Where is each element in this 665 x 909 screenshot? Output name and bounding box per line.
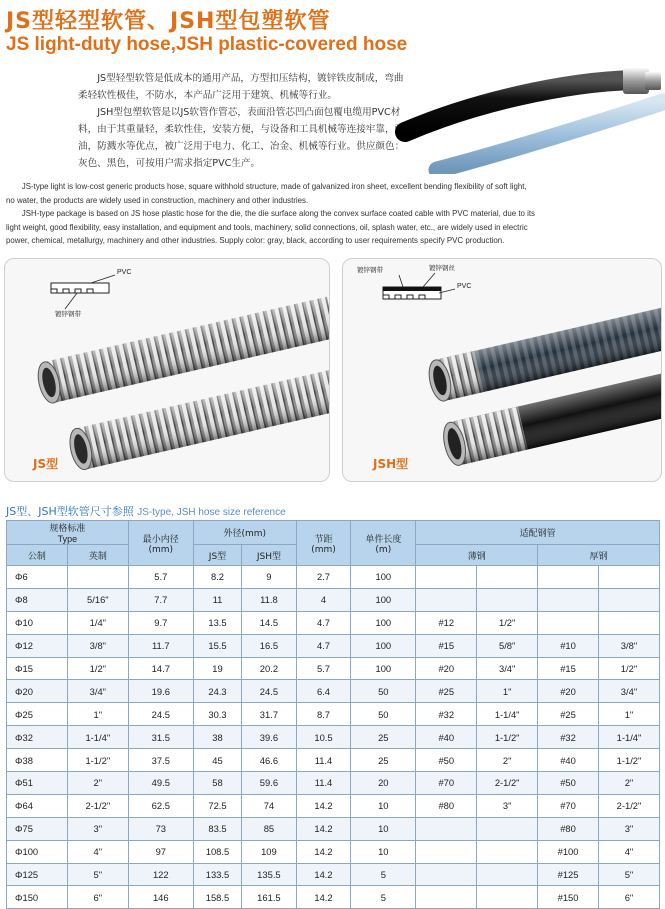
cell-od-js: 38 <box>193 726 241 749</box>
cell-min-inner-diameter: 5.7 <box>128 566 193 589</box>
cell-thick-steel-size: 4" <box>598 840 659 863</box>
cell-od-js: 158.5 <box>193 886 241 909</box>
intro-en-line: JS-type light is low-cost generic products hose, square withhold structure, made of galvanized iron sheet, excellent bending flexibility of soft light, <box>21 182 527 191</box>
cell-thin-steel-no <box>416 817 477 840</box>
cell-inch-size: 6" <box>67 886 128 909</box>
cell-unit-length: 100 <box>351 566 416 589</box>
jsh-hose-panel <box>342 258 662 482</box>
cell-inch-size: 5" <box>67 863 128 886</box>
cell-thin-steel-size: 3/4" <box>477 657 538 680</box>
size-reference-title <box>6 503 286 519</box>
cell-thick-steel-size: 2-1/2" <box>598 794 659 817</box>
intro-en-line: no water, the products are widely used in construction, machinery and other industries. <box>6 195 309 205</box>
cell-thick-steel-size: 2" <box>598 772 659 795</box>
cell-inch-size: 4" <box>67 840 128 863</box>
cell-thick-steel-size: 1/2" <box>598 657 659 680</box>
size-table-body <box>7 566 660 909</box>
cell-od-js: 30.3 <box>193 703 241 726</box>
cell-od-jsh: 24.5 <box>242 680 297 703</box>
cell-unit-length: 10 <box>351 794 416 817</box>
header-length-label: 单件长度 <box>365 534 402 545</box>
cell-thin-steel-size <box>477 840 538 863</box>
header-min-id-unit: (mm) <box>148 544 174 555</box>
cell-metric-size: Φ12 <box>7 634 68 657</box>
table-row <box>7 840 660 863</box>
cell-thick-steel-size: 1-1/2" <box>598 749 659 772</box>
cell-od-js: 19 <box>193 657 241 680</box>
table-row <box>7 749 660 772</box>
cell-thick-steel-size: 3/4" <box>598 680 659 703</box>
cell-thin-steel-size <box>477 588 538 611</box>
cell-thin-steel-no: #50 <box>416 749 477 772</box>
cell-od-js: 83.5 <box>193 817 241 840</box>
cell-min-inner-diameter: 37.5 <box>128 749 193 772</box>
cell-thick-steel-size <box>598 611 659 634</box>
cell-inch-size: 3/4" <box>67 680 128 703</box>
header-metric: 公制 <box>7 545 68 566</box>
cell-od-jsh: 31.7 <box>242 703 297 726</box>
cell-thin-steel-no: #70 <box>416 772 477 795</box>
cell-metric-size: Φ38 <box>7 749 68 772</box>
cell-od-jsh: 109 <box>242 840 297 863</box>
cell-unit-length: 50 <box>351 680 416 703</box>
cell-unit-length: 100 <box>351 611 416 634</box>
cell-inch-size: 1-1/4" <box>67 726 128 749</box>
cell-pitch: 5.7 <box>296 657 351 680</box>
cell-thick-steel-no: #40 <box>538 749 599 772</box>
cell-thick-steel-size: 1" <box>598 703 659 726</box>
cell-od-jsh: 46.6 <box>242 749 297 772</box>
cell-thick-steel-no <box>538 611 599 634</box>
cell-od-js: 8.2 <box>193 566 241 589</box>
cell-unit-length: 25 <box>351 726 416 749</box>
cell-metric-size: Φ75 <box>7 817 68 840</box>
cell-metric-size: Φ15 <box>7 657 68 680</box>
cell-pitch: 8.7 <box>296 703 351 726</box>
cell-pitch: 4.7 <box>296 634 351 657</box>
cell-thick-steel-no: #50 <box>538 772 599 795</box>
cell-thick-steel-size: 6" <box>598 886 659 909</box>
cell-thin-steel-size: 1" <box>477 680 538 703</box>
cell-thin-steel-no: #20 <box>416 657 477 680</box>
cell-thin-steel-no: #32 <box>416 703 477 726</box>
cell-thick-steel-no: #125 <box>538 863 599 886</box>
header-od: 外径(mm) <box>193 521 296 545</box>
cell-thick-steel-size <box>598 588 659 611</box>
hose-product-photo <box>395 62 665 174</box>
cell-inch-size: 5/16" <box>67 588 128 611</box>
page-title-en: JS light-duty hose,JSH plastic-covered hose <box>6 34 408 55</box>
header-jsh: JSH型 <box>242 545 297 566</box>
cell-unit-length: 10 <box>351 817 416 840</box>
intro-cn-paragraph: JS型轻型软管是低成本的通用产品，方型扣压结构，镀锌铁皮制成，弯曲柔轻软性极佳，不防水，本产品广泛用于建筑、机械等行业。 <box>78 73 404 101</box>
cell-metric-size: Φ8 <box>7 588 68 611</box>
js-hose-panel <box>4 258 330 482</box>
jsh-panel-label: JSH型 <box>373 457 409 471</box>
header-conduit: 适配钢管 <box>416 521 660 545</box>
cell-od-jsh: 14.5 <box>242 611 297 634</box>
cell-unit-length: 100 <box>351 634 416 657</box>
table-row <box>7 680 660 703</box>
cell-inch-size <box>67 566 128 589</box>
cell-thin-steel-size <box>477 817 538 840</box>
cell-min-inner-diameter: 31.5 <box>128 726 193 749</box>
cell-min-inner-diameter: 11.7 <box>128 634 193 657</box>
cell-od-jsh: 20.2 <box>242 657 297 680</box>
cell-pitch: 4.7 <box>296 611 351 634</box>
cell-thin-steel-size: 3" <box>477 794 538 817</box>
cell-od-jsh: 161.5 <box>242 886 297 909</box>
cell-od-jsh: 85 <box>242 817 297 840</box>
cell-thin-steel-size: 2" <box>477 749 538 772</box>
cell-od-js: 72.5 <box>193 794 241 817</box>
table-row <box>7 588 660 611</box>
table-row <box>7 634 660 657</box>
js-callout-steel: 镀锌钢带 <box>55 310 81 318</box>
table-row <box>7 863 660 886</box>
cell-od-js: 13.5 <box>193 611 241 634</box>
cell-min-inner-diameter: 146 <box>128 886 193 909</box>
cell-unit-length: 50 <box>351 703 416 726</box>
header-min-id-label: 最小内径 <box>142 534 179 545</box>
cell-thick-steel-size: 3/8" <box>598 634 659 657</box>
table-row <box>7 726 660 749</box>
header-spec <box>7 521 129 545</box>
cell-thick-steel-size: 5" <box>598 863 659 886</box>
cell-min-inner-diameter: 24.5 <box>128 703 193 726</box>
jsh-callout-pvc: PVC <box>457 283 472 290</box>
table-row <box>7 566 660 589</box>
intro-en-line: power, chemical, metallurgy, machinery and other industries. Supply color: gray, black, according to user requirements specify PVC production. <box>6 236 505 246</box>
cell-thick-steel-no: #150 <box>538 886 599 909</box>
cell-unit-length: 10 <box>351 840 416 863</box>
cell-thin-steel-size <box>477 863 538 886</box>
cell-thin-steel-no: #25 <box>416 680 477 703</box>
cell-pitch: 11.4 <box>296 772 351 795</box>
cell-metric-size: Φ150 <box>7 886 68 909</box>
cell-pitch: 2.7 <box>296 566 351 589</box>
cell-od-jsh: 74 <box>242 794 297 817</box>
cell-thin-steel-no: #80 <box>416 794 477 817</box>
cell-od-jsh: 9 <box>242 566 297 589</box>
cell-thin-steel-size <box>477 566 538 589</box>
cell-thick-steel-no <box>538 566 599 589</box>
jsh-callout-wire: 镀锌钢丝 <box>429 264 455 272</box>
cell-min-inner-diameter: 97 <box>128 840 193 863</box>
cell-inch-size: 1" <box>67 703 128 726</box>
cell-inch-size: 1/2" <box>67 657 128 680</box>
cell-thin-steel-size: 1/2" <box>477 611 538 634</box>
cell-thick-steel-no <box>538 588 599 611</box>
cell-od-jsh: 135.5 <box>242 863 297 886</box>
cell-thin-steel-size: 5/8" <box>477 634 538 657</box>
table-row <box>7 817 660 840</box>
cell-thick-steel-size: 1-1/4" <box>598 726 659 749</box>
cell-pitch: 14.2 <box>296 817 351 840</box>
cell-thick-steel-no: #15 <box>538 657 599 680</box>
header-length <box>351 521 416 566</box>
header-inch: 英制 <box>67 545 128 566</box>
header-length-unit: (m) <box>375 544 392 555</box>
cell-unit-length: 100 <box>351 657 416 680</box>
cell-pitch: 11.4 <box>296 749 351 772</box>
size-reference-title-en: JS-type, JSH hose size reference <box>137 507 286 518</box>
cell-od-js: 58 <box>193 772 241 795</box>
jsh-hose-illustration <box>343 259 661 481</box>
cell-metric-size: Φ125 <box>7 863 68 886</box>
cell-pitch: 14.2 <box>296 840 351 863</box>
cell-pitch: 6.4 <box>296 680 351 703</box>
size-reference-title-cn: JS型、JSH型软管尺寸参照 <box>6 505 134 518</box>
intro-en-line: light weight, good flexibility, easy installation, and equipment and tools, machinery, solid connections, oil, splash water, etc., are widely used in electric <box>6 222 528 232</box>
cell-min-inner-diameter: 49.5 <box>128 772 193 795</box>
cell-metric-size: Φ32 <box>7 726 68 749</box>
cell-min-inner-diameter: 62.5 <box>128 794 193 817</box>
page-title-cn: JS型轻型软管、JSH型包塑软管 <box>6 9 331 34</box>
cell-od-jsh: 59.6 <box>242 772 297 795</box>
cell-thick-steel-no: #10 <box>538 634 599 657</box>
jsh-callout-steel: 镀锌钢带 <box>357 266 383 274</box>
header-thin-steel: 薄钢 <box>416 545 538 566</box>
cell-metric-size: Φ10 <box>7 611 68 634</box>
cell-inch-size: 3" <box>67 817 128 840</box>
size-reference-table <box>6 520 660 909</box>
cell-unit-length: 5 <box>351 886 416 909</box>
cell-thin-steel-no: #15 <box>416 634 477 657</box>
cell-min-inner-diameter: 122 <box>128 863 193 886</box>
cell-metric-size: Φ100 <box>7 840 68 863</box>
cell-thin-steel-no <box>416 886 477 909</box>
cell-thick-steel-size <box>598 566 659 589</box>
cell-min-inner-diameter: 73 <box>128 817 193 840</box>
cell-metric-size: Φ64 <box>7 794 68 817</box>
cell-thick-steel-no: #25 <box>538 703 599 726</box>
intro-en <box>6 180 663 248</box>
cell-thin-steel-no <box>416 588 477 611</box>
cell-od-js: 108.5 <box>193 840 241 863</box>
cell-unit-length: 100 <box>351 588 416 611</box>
header-min-id <box>128 521 193 566</box>
cell-od-jsh: 11.8 <box>242 588 297 611</box>
cell-pitch: 14.2 <box>296 794 351 817</box>
cell-thin-steel-size: 1-1/4" <box>477 703 538 726</box>
cell-min-inner-diameter: 7.7 <box>128 588 193 611</box>
cell-pitch: 14.2 <box>296 886 351 909</box>
cell-metric-size: Φ51 <box>7 772 68 795</box>
table-row <box>7 886 660 909</box>
header-pitch-label: 节距 <box>314 534 333 545</box>
cell-thick-steel-no: #100 <box>538 840 599 863</box>
header-pitch-unit: (mm) <box>311 544 336 555</box>
js-panel-label: JS型 <box>33 457 59 471</box>
table-row <box>7 657 660 680</box>
header-js: JS型 <box>193 545 241 566</box>
cell-unit-length: 25 <box>351 749 416 772</box>
js-hose-illustration <box>5 259 329 481</box>
cell-inch-size: 1-1/2" <box>67 749 128 772</box>
cell-inch-size: 2-1/2" <box>67 794 128 817</box>
cell-pitch: 4 <box>296 588 351 611</box>
cell-min-inner-diameter: 19.6 <box>128 680 193 703</box>
cell-thin-steel-size: 1-1/2" <box>477 726 538 749</box>
cell-inch-size: 1/4" <box>67 611 128 634</box>
cell-od-js: 133.5 <box>193 863 241 886</box>
cell-thick-steel-size: 3" <box>598 817 659 840</box>
table-row <box>7 772 660 795</box>
cell-thick-steel-no: #32 <box>538 726 599 749</box>
cell-inch-size: 3/8" <box>67 634 128 657</box>
cell-unit-length: 5 <box>351 863 416 886</box>
cell-thin-steel-no <box>416 840 477 863</box>
cell-thin-steel-no: #40 <box>416 726 477 749</box>
header-pitch <box>296 521 351 566</box>
cell-thin-steel-no <box>416 566 477 589</box>
cell-thick-steel-no: #80 <box>538 817 599 840</box>
cell-unit-length: 20 <box>351 772 416 795</box>
cell-thin-steel-no <box>416 863 477 886</box>
cell-metric-size: Φ25 <box>7 703 68 726</box>
table-row <box>7 611 660 634</box>
cell-min-inner-diameter: 9.7 <box>128 611 193 634</box>
intro-en-line: JSH-type package is based on JS hose plastic hose for the die, the die surface along the convex surface coated cable with PVC material, due to its <box>21 209 535 219</box>
cell-od-js: 24.3 <box>193 680 241 703</box>
cell-pitch: 14.2 <box>296 863 351 886</box>
table-row <box>7 703 660 726</box>
intro-cn <box>78 70 413 172</box>
intro-cn-paragraph: JSH型包塑软管是以JS软管作管芯，表面沿管芯凹凸面包覆电缆用PVC材料，由于其重量轻，柔软性佳，安装方便，与设备和工具机械等连接牢靠，耐油，防溅水等优点，被广泛用于电力、化工、冶金、机械等行业。供应颜色：灰色、黑色，可按用户需求指定PVC生产。 <box>78 107 405 169</box>
cell-thick-steel-no: #20 <box>538 680 599 703</box>
cell-od-jsh: 16.5 <box>242 634 297 657</box>
cell-thick-steel-no: #70 <box>538 794 599 817</box>
cell-od-js: 45 <box>193 749 241 772</box>
cell-thin-steel-size <box>477 886 538 909</box>
header-type: Type <box>57 534 78 544</box>
cell-thin-steel-no: #12 <box>416 611 477 634</box>
js-callout-pvc: PVC <box>117 269 132 276</box>
cell-inch-size: 2" <box>67 772 128 795</box>
header-thick-steel: 厚钢 <box>538 545 660 566</box>
cell-od-jsh: 39.6 <box>242 726 297 749</box>
table-row <box>7 794 660 817</box>
cell-pitch: 10.5 <box>296 726 351 749</box>
cell-od-js: 11 <box>193 588 241 611</box>
header-spec-cn: 规格标准 <box>49 524 86 534</box>
cell-od-js: 15.5 <box>193 634 241 657</box>
cell-metric-size: Φ6 <box>7 566 68 589</box>
cell-metric-size: Φ20 <box>7 680 68 703</box>
cell-min-inner-diameter: 14.7 <box>128 657 193 680</box>
cell-thin-steel-size: 2-1/2" <box>477 772 538 795</box>
